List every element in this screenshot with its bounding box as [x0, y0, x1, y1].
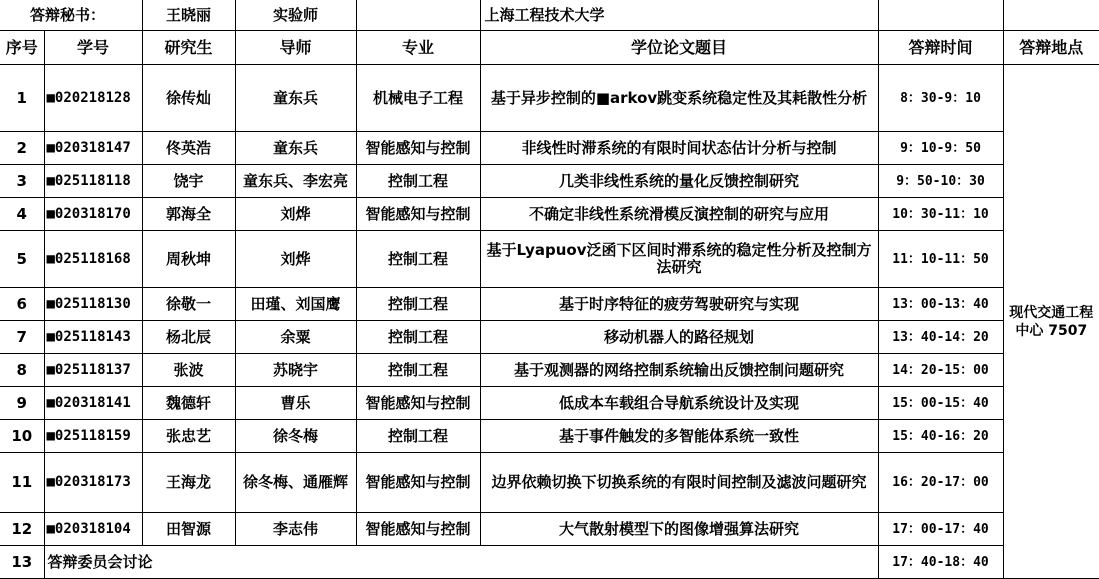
table-row — [0, 513, 1099, 546]
defense-location: 现代交通工程中心 7507 — [1003, 65, 1099, 579]
thesis-title: 几类非线性系统的量化反馈控制研究 — [480, 165, 878, 198]
student-name: 魏德轩 — [142, 387, 235, 420]
major: 智能感知与控制 — [356, 387, 480, 420]
header-cell: 学位论文题目 — [480, 31, 878, 65]
thesis-title: 基于异步控制的■arkov跳变系统稳定性及其耗散性分析 — [480, 65, 878, 132]
major: 控制工程 — [356, 165, 480, 198]
advisor-name: 刘烨 — [235, 198, 356, 231]
advisor-name: 童东兵 — [235, 65, 356, 132]
defense-time: 14：20-15：00 — [878, 354, 1003, 387]
major: 控制工程 — [356, 231, 480, 288]
thesis-title: 大气散射模型下的图像增强算法研究 — [480, 513, 878, 546]
row-number: 12 — [0, 513, 44, 546]
student-id: ■020218128 — [44, 65, 142, 132]
defense-time: 17：00-17：40 — [878, 513, 1003, 546]
defense-time: 10：30-11：10 — [878, 198, 1003, 231]
discussion-label: 答辩委员会讨论 — [44, 546, 878, 579]
thesis-title: 基于事件触发的多智能体系统一致性 — [480, 420, 878, 453]
advisor-name: 曹乐 — [235, 387, 356, 420]
student-name: 田智源 — [142, 513, 235, 546]
student-id: ■025118118 — [44, 165, 142, 198]
defense-time: 16：20-17：00 — [878, 453, 1003, 513]
secretary-name: 王晓丽 — [142, 0, 235, 31]
major: 智能感知与控制 — [356, 198, 480, 231]
info-spacer — [878, 0, 1003, 31]
table-row — [0, 65, 1099, 132]
table-row — [0, 288, 1099, 321]
defense-time: 9：10-9：50 — [878, 132, 1003, 165]
defense-time: 8：30-9：10 — [878, 65, 1003, 132]
major: 智能感知与控制 — [356, 513, 480, 546]
secretary-info-row — [0, 0, 1099, 31]
advisor-name: 刘烨 — [235, 231, 356, 288]
row-number: 3 — [0, 165, 44, 198]
defense-time: 15：40-16：20 — [878, 420, 1003, 453]
row-number: 6 — [0, 288, 44, 321]
discussion-row — [0, 546, 1099, 579]
table-row — [0, 354, 1099, 387]
student-id: ■025118137 — [44, 354, 142, 387]
advisor-name: 田瑾、刘国鹰 — [235, 288, 356, 321]
defense-time: 11：10-11：50 — [878, 231, 1003, 288]
student-id: ■025118159 — [44, 420, 142, 453]
major: 控制工程 — [356, 321, 480, 354]
thesis-title: 移动机器人的路径规划 — [480, 321, 878, 354]
row-number: 10 — [0, 420, 44, 453]
university-name: 上海工程技术大学 — [480, 0, 878, 31]
info-spacer — [1003, 0, 1099, 31]
row-number: 2 — [0, 132, 44, 165]
student-name: 饶宇 — [142, 165, 235, 198]
table-row — [0, 165, 1099, 198]
major: 智能感知与控制 — [356, 453, 480, 513]
row-number: 8 — [0, 354, 44, 387]
header-cell: 答辩时间 — [878, 31, 1003, 65]
student-id: ■025118130 — [44, 288, 142, 321]
student-id: ■020318147 — [44, 132, 142, 165]
header-cell: 学号 — [44, 31, 142, 65]
student-name: 周秋坤 — [142, 231, 235, 288]
advisor-name: 徐冬梅 — [235, 420, 356, 453]
defense-time: 15：00-15：40 — [878, 387, 1003, 420]
header-row — [0, 31, 1099, 65]
student-name: 徐敬一 — [142, 288, 235, 321]
advisor-name: 童东兵 — [235, 132, 356, 165]
student-id: ■020318141 — [44, 387, 142, 420]
thesis-title: 基于时序特征的疲劳驾驶研究与实现 — [480, 288, 878, 321]
major: 控制工程 — [356, 420, 480, 453]
header-cell: 导师 — [235, 31, 356, 65]
table-row — [0, 321, 1099, 354]
header-cell: 序号 — [0, 31, 44, 65]
major: 机械电子工程 — [356, 65, 480, 132]
advisor-name: 徐冬梅、通雁辉 — [235, 453, 356, 513]
info-spacer — [356, 0, 480, 31]
table-row — [0, 231, 1099, 288]
thesis-title: 低成本车载组合导航系统设计及实现 — [480, 387, 878, 420]
advisor-name: 苏晓宇 — [235, 354, 356, 387]
thesis-title: 非线性时滞系统的有限时间状态估计分析与控制 — [480, 132, 878, 165]
student-name: 王海龙 — [142, 453, 235, 513]
secretary-title: 实验师 — [235, 0, 356, 31]
table-row — [0, 132, 1099, 165]
row-number: 1 — [0, 65, 44, 132]
table-row — [0, 387, 1099, 420]
header-cell: 答辩地点 — [1003, 31, 1099, 65]
thesis-title: 基于Lyapuov泛函下区间时滞系统的稳定性分析及控制方法研究 — [480, 231, 878, 288]
row-number: 7 — [0, 321, 44, 354]
defense-time: 13：40-14：20 — [878, 321, 1003, 354]
row-number: 11 — [0, 453, 44, 513]
row-number: 9 — [0, 387, 44, 420]
thesis-title: 基于观测器的网络控制系统输出反馈控制问题研究 — [480, 354, 878, 387]
secretary-label: 答辩秘书： — [0, 0, 142, 31]
student-name: 张忠艺 — [142, 420, 235, 453]
advisor-name: 童东兵、李宏亮 — [235, 165, 356, 198]
major: 智能感知与控制 — [356, 132, 480, 165]
thesis-title: 不确定非线性系统滑模反演控制的研究与应用 — [480, 198, 878, 231]
student-id: ■025118143 — [44, 321, 142, 354]
student-id: ■020318173 — [44, 453, 142, 513]
advisor-name: 余粟 — [235, 321, 356, 354]
thesis-title: 边界依赖切换下切换系统的有限时间控制及滤波问题研究 — [480, 453, 878, 513]
student-name: 徐传灿 — [142, 65, 235, 132]
student-id: ■020318104 — [44, 513, 142, 546]
major: 控制工程 — [356, 288, 480, 321]
header-cell: 研究生 — [142, 31, 235, 65]
table-row — [0, 420, 1099, 453]
student-id: ■020318170 — [44, 198, 142, 231]
header-cell: 专业 — [356, 31, 480, 65]
defense-time: 17：40-18：40 — [878, 546, 1003, 579]
row-number: 4 — [0, 198, 44, 231]
table-row — [0, 453, 1099, 513]
table-row — [0, 198, 1099, 231]
defense-time: 9：50-10：30 — [878, 165, 1003, 198]
student-name: 杨北辰 — [142, 321, 235, 354]
advisor-name: 李志伟 — [235, 513, 356, 546]
student-id: ■025118168 — [44, 231, 142, 288]
student-name: 张波 — [142, 354, 235, 387]
student-name: 佟英浩 — [142, 132, 235, 165]
major: 控制工程 — [356, 354, 480, 387]
row-number: 5 — [0, 231, 44, 288]
student-name: 郭海全 — [142, 198, 235, 231]
row-number: 13 — [0, 546, 44, 579]
defense-time: 13：00-13：40 — [878, 288, 1003, 321]
